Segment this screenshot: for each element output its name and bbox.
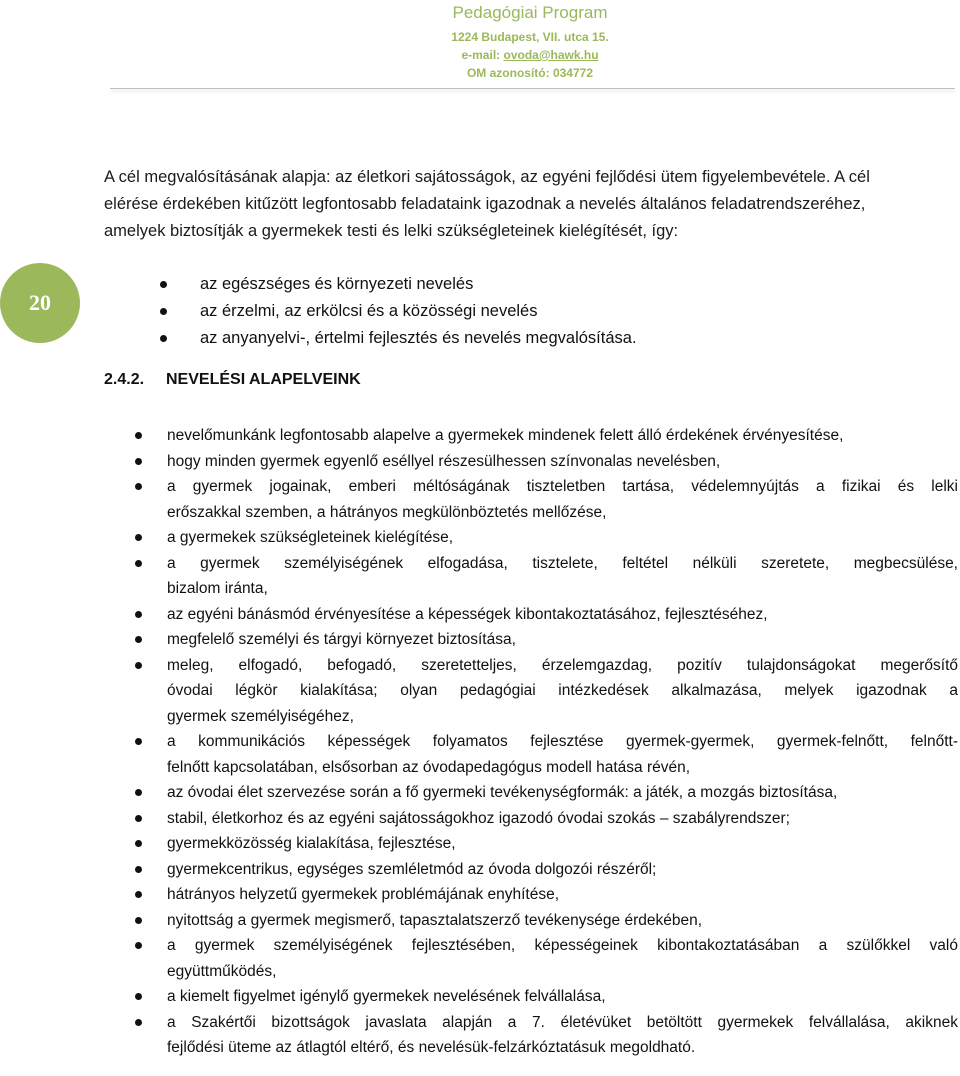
- intro-line: amelyek biztosítják a gyermekek testi és lelki szükségleteinek kielégítését, így:: [104, 222, 679, 240]
- bullet-icon: [160, 335, 167, 342]
- principle-text: meleg, elfogadó, befogadó, szeretetteljes, érzelemgazdag, pozitív tulajdonságokat megerősítő: [167, 656, 958, 674]
- list-item: [160, 325, 637, 352]
- bullet-icon: [135, 611, 142, 618]
- principle-text: stabil, életkorhoz és az egyéni sajátosságokhoz igazodó óvodai szokás – szabályrendszer;: [167, 809, 790, 827]
- intro-paragraph: [104, 164, 956, 245]
- principle-text: a gyermek személyiségének elfogadása, tisztelete, feltétel nélküli szeretete, megbecsülése,: [167, 554, 958, 572]
- principle-item: [132, 551, 958, 602]
- bullet-icon: [135, 458, 142, 465]
- section-title: NEVELÉSI ALAPELVEINK: [166, 371, 361, 388]
- principle-item: [132, 806, 958, 832]
- list-item: [160, 271, 637, 298]
- principle-text: a Szakértői bizottságok javaslata alapján a 7. életévüket betöltött gyermekek felvállalása, akiknek: [167, 1013, 958, 1031]
- bullet-icon: [135, 560, 142, 567]
- principle-text: az óvodai élet szervezése során a fő gyermeki tevékenységformák: a játék, a mozgás biztosítása,: [167, 784, 838, 801]
- principle-item: [132, 780, 958, 806]
- principle-item: [132, 984, 958, 1010]
- principle-item: [132, 602, 958, 628]
- principle-item: [132, 1010, 958, 1061]
- bullet-icon: [160, 281, 167, 288]
- principle-text: a gyermek személyiségének fejlesztésében, képességeinek kibontakoztatásában a szülőkkel való: [167, 937, 958, 954]
- list-item: [160, 298, 637, 325]
- section-number: 2.4.2.: [104, 371, 145, 388]
- principle-text: nyitottság a gyermek megismerő, tapasztalatszerző tevékenysége érdekében,: [167, 911, 703, 929]
- bullet-icon: [135, 993, 142, 1000]
- list-item-text: az egészséges és környezeti nevelés: [200, 275, 474, 293]
- principle-item: [132, 474, 958, 525]
- principle-text: a kommunikációs képességek folyamatos fejlesztése gyermek-gyermek, gyermek-felnőtt, felnőtt-: [167, 733, 958, 750]
- principle-item: [132, 857, 958, 883]
- bullet-icon: [135, 738, 142, 745]
- principle-text: a gyermek jogainak, emberi méltóságának tiszteletben tartása, védelemnyújtás a fizikai és lelki: [167, 478, 958, 495]
- principle-text: gyermekközösség kialakítása, fejlesztése,: [167, 835, 456, 852]
- bullet-icon: [135, 432, 142, 439]
- bullet-icon: [135, 840, 142, 847]
- bullet-icon: [135, 789, 142, 796]
- header-divider: [110, 88, 955, 89]
- principle-item: [132, 729, 958, 780]
- principle-item: [132, 449, 958, 475]
- principle-text: bizalom iránta,: [167, 580, 268, 597]
- principle-text: az egyéni bánásmód érvényesítése a képességek kibontakoztatásához, fejlesztéséhez,: [167, 605, 768, 623]
- principle-text: felnőtt kapcsolatában, elsősorban az óvodapedagógus modell hatása révén,: [167, 758, 691, 776]
- header-title: Pedagógiai Program: [452, 3, 608, 22]
- principle-text: megfelelő személyi és tárgyi környezet biztosítása,: [167, 631, 516, 648]
- bullet-icon: [135, 1019, 142, 1026]
- bullet-icon: [135, 891, 142, 898]
- principle-text: erőszakkal szemben, a hátrányos megkülönböztetés mellőzése,: [167, 503, 607, 521]
- bullet-icon: [135, 636, 142, 643]
- bullet-icon: [135, 917, 142, 924]
- principle-text: gyermek személyiségéhez,: [167, 707, 354, 725]
- header-address: 1224 Budapest, VII. utca 15.: [451, 30, 609, 44]
- principle-item: [132, 525, 958, 551]
- principle-text: együttműködés,: [167, 962, 277, 980]
- principle-text: gyermekcentrikus, egységes szemléletmód az óvoda dolgozói részéről;: [167, 860, 657, 878]
- bullet-icon: [135, 483, 142, 490]
- header-email-prefix: e-mail:: [461, 48, 504, 62]
- intro-line: A cél megvalósításának alapja: az életkori sajátosságok, az egyéni fejlődési ütem figyelembevétele. A cél: [104, 168, 870, 186]
- list-item-text: az érzelmi, az erkölcsi és a közösségi nevelés: [200, 302, 538, 320]
- principle-item: [132, 933, 958, 984]
- principle-text: a kiemelt figyelmet igénylő gyermekek nevelésének felvállalása,: [167, 988, 606, 1005]
- intro-line: elérése érdekében kitűzött legfontosabb feladataink igazodnak a nevelés általános feladatrendszeréhez,: [104, 195, 866, 213]
- list-item-text: az anyanyelvi-, értelmi fejlesztés és nevelés megvalósítása.: [200, 329, 637, 347]
- principle-item: [132, 831, 958, 857]
- bullet-icon: [135, 815, 142, 822]
- education-areas-list: [160, 271, 637, 352]
- principle-item: [132, 627, 958, 653]
- principle-text: hogy minden gyermek egyenlő eséllyel részesülhessen színvonalas nevelésben,: [167, 452, 721, 470]
- principle-text: a gyermekek szükségleteinek kielégítése,: [167, 529, 454, 546]
- principle-item: [132, 882, 958, 908]
- principle-text: fejlődési üteme az átlagtól eltérő, és nevelésük-felzárkóztatásuk megoldható.: [167, 1039, 696, 1056]
- bullet-icon: [135, 662, 142, 669]
- bullet-icon: [135, 534, 142, 541]
- section-heading: [104, 371, 361, 389]
- principle-item: [132, 653, 958, 730]
- bullet-icon: [135, 942, 142, 949]
- principle-item: [132, 423, 958, 449]
- bullet-icon: [160, 308, 167, 315]
- principle-text: hátrányos helyzetű gyermekek problémájának enyhítése,: [167, 886, 560, 903]
- bullet-icon: [135, 866, 142, 873]
- header-email-line: [0, 48, 960, 62]
- principle-item: [132, 908, 958, 934]
- principles-list: [132, 423, 958, 1061]
- header-om-id: OM azonosító: 034772: [466, 66, 594, 80]
- principle-text: nevelőmunkánk legfontosabb alapelve a gyermekek mindenek felett álló érdekének érvényesítése,: [167, 427, 844, 444]
- page-number-badge: 20: [0, 263, 80, 343]
- principle-text: óvodai légkör kialakítása; olyan pedagógiai intézkedések alkalmazása, melyek igazodnak a: [167, 682, 958, 699]
- header-email-link[interactable]: ovoda@hawk.hu: [503, 48, 599, 62]
